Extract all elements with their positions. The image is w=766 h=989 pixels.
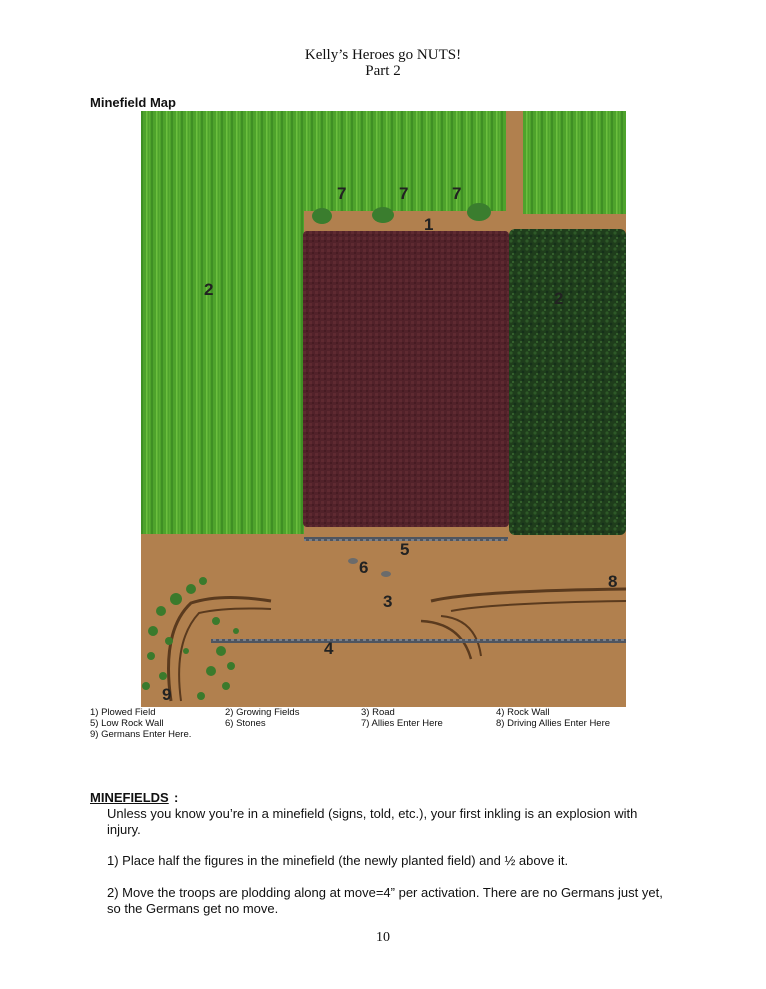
bush-1: [312, 208, 332, 224]
plowed-field: [303, 231, 509, 527]
map-label-6: 6: [359, 558, 369, 577]
legend-item-growing-fields: 2) Growing Fields: [225, 707, 300, 718]
growing-field-left: [141, 111, 304, 534]
legend-item-low-rock-wall: 5) Low Rock Wall: [90, 718, 164, 729]
map-label-7: 7: [337, 184, 347, 203]
growing-field-right: [509, 229, 626, 535]
map-label-7: 7: [452, 184, 462, 203]
map-label-4: 4: [324, 639, 334, 658]
minefields-step-2: 2) Move the troops are plodding along at move=4” per activation. There are no Germans just yet, so the Germans get no move.: [107, 885, 663, 916]
document-subtitle: Part 2: [365, 63, 401, 79]
legend-item-driving-allies-enter: 8) Driving Allies Enter Here: [496, 718, 611, 729]
page-number: 10: [376, 930, 390, 945]
bush-3: [467, 203, 491, 221]
minefields-heading-colon: :: [174, 790, 179, 805]
minefield-map-heading: Minefield Map: [90, 95, 176, 110]
growing-field-top-right: [523, 111, 626, 214]
legend-item-germans-enter: 9) Germans Enter Here.: [90, 729, 192, 740]
stone-1: [348, 558, 358, 564]
minefields-paragraph-intro: Unless you know you’re in a minefield (signs, told, etc.), your first inkling is an explosion with injury.: [107, 806, 638, 837]
map-label-8: 8: [608, 572, 618, 591]
map-label-5: 5: [400, 540, 410, 559]
stone-2: [381, 571, 391, 577]
document-title: Kelly’s Heroes go NUTS!: [304, 47, 462, 63]
map-label-3: 3: [383, 592, 393, 611]
map-illustration: [141, 111, 626, 707]
minefields-step-1: 1) Place half the figures in the minefield (the newly planted field) and ½ above it.: [107, 853, 569, 868]
minefields-heading: MINEFIELDS: [90, 790, 169, 805]
map-label-2: 2: [204, 280, 214, 299]
legend-item-road: 3) Road: [361, 707, 395, 718]
legend-item-plowed-field: 1) Plowed Field: [90, 707, 156, 718]
legend-item-stones: 6) Stones: [225, 718, 266, 729]
map-label-1: 1: [424, 215, 434, 234]
legend-item-allies-enter: 7) Allies Enter Here: [361, 718, 443, 729]
map-label-7: 7: [399, 184, 409, 203]
map-label-2: 2: [554, 289, 564, 308]
bush-2: [372, 207, 394, 223]
minefield-map: [141, 111, 626, 707]
map-label-9: 9: [162, 685, 172, 704]
legend-item-rock-wall: 4) Rock Wall: [496, 707, 550, 718]
rock-wall: [211, 639, 626, 643]
